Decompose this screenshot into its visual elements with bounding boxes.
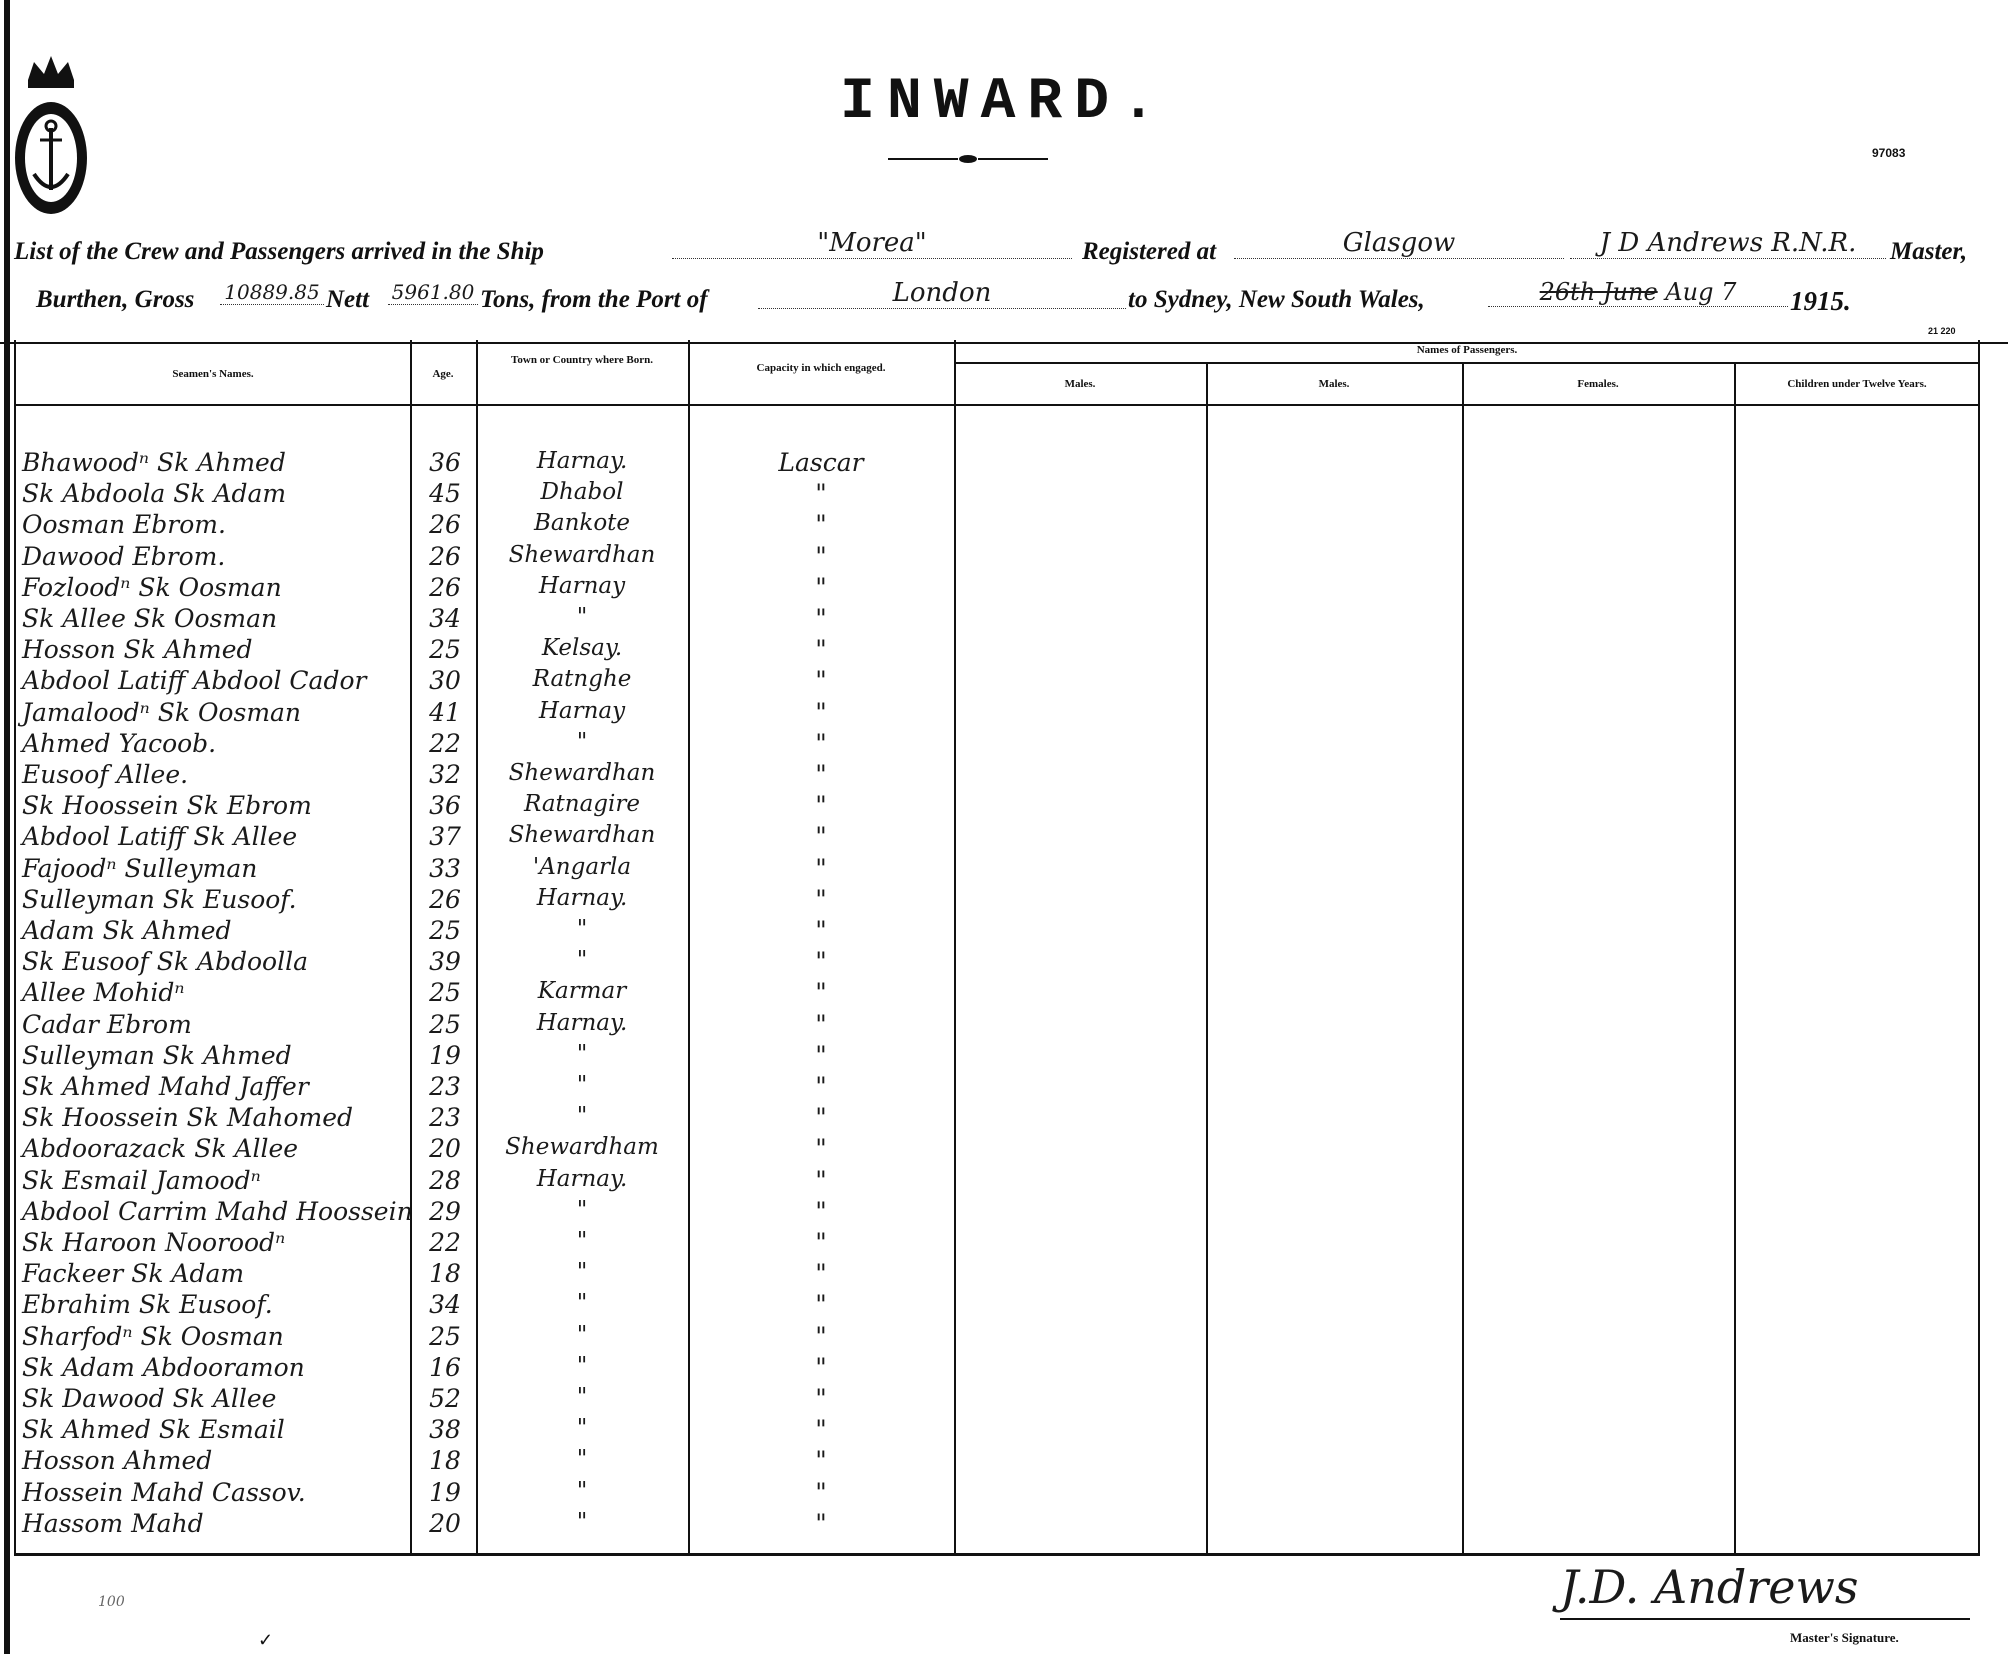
seaman-name: Bhawoodⁿ Sk Ahmed <box>22 448 286 477</box>
seaman-name: Abdool Latiff Abdool Cador <box>22 666 367 696</box>
seaman-capacity: " <box>815 666 827 696</box>
seaman-town: Ratnghe <box>532 666 632 693</box>
small-mark: 21 220 <box>1928 326 1956 336</box>
seaman-town: Shewardhan <box>508 822 656 849</box>
seaman-capacity: " <box>815 1290 827 1320</box>
seaman-age: 34 <box>429 604 461 633</box>
master-signature: J.D. Andrews <box>1560 1560 1859 1614</box>
seaman-age: 23 <box>429 1103 461 1133</box>
seaman-age: 22 <box>429 728 461 758</box>
seaman-capacity: " <box>815 1040 827 1070</box>
seaman-capacity: " <box>815 1352 827 1382</box>
signature-label: Master's Signature. <box>1790 1630 1899 1645</box>
crew-list-label: List of the Crew and Passengers arrived in the Ship <box>14 238 544 265</box>
col-children: Children under Twelve Years. <box>1787 378 1927 390</box>
seaman-town: Shewardhan <box>508 541 656 568</box>
seaman-name: Allee Mohidⁿ <box>22 978 185 1008</box>
seaman-town: Dhabol <box>540 479 624 506</box>
seaman-town: " <box>576 1040 588 1067</box>
seaman-capacity: " <box>815 728 827 758</box>
seaman-age: 22 <box>429 1228 461 1257</box>
seaman-age: 19 <box>429 1477 461 1507</box>
seaman-capacity: " <box>815 1134 827 1164</box>
col-capacity: Capacity in which engaged. <box>756 362 886 374</box>
seaman-name: Sk Hoossein Sk Ebrom <box>22 791 312 821</box>
seaman-name: Abdool Carrim Mahd Hoossein <box>22 1196 413 1226</box>
seaman-capacity: " <box>815 1196 827 1226</box>
seaman-age: 20 <box>429 1134 461 1164</box>
seaman-age: 26 <box>429 572 461 602</box>
seaman-capacity: " <box>815 1009 827 1039</box>
struck-date: 26th June <box>1539 278 1658 306</box>
crew-table <box>14 340 1980 1556</box>
seaman-age: 45 <box>429 479 461 509</box>
col-females: Females. <box>1577 378 1619 390</box>
seaman-name: Sulleyman Sk Ahmed <box>22 1040 292 1070</box>
seaman-capacity: " <box>815 1103 827 1133</box>
seaman-town: " <box>576 1415 588 1442</box>
seaman-name: Abdool Latiff Sk Allee <box>22 822 298 852</box>
seaman-age: 25 <box>429 916 461 945</box>
title-ornament <box>888 152 1048 166</box>
seaman-name: Hassom Mahd <box>22 1508 204 1538</box>
seaman-town: " <box>576 1477 588 1504</box>
seaman-name: Sk Ahmed Sk Esmail <box>22 1415 285 1445</box>
seaman-town: " <box>576 604 588 630</box>
seaman-town: Shewardhan <box>508 760 656 786</box>
seaman-town: " <box>576 947 588 974</box>
seaman-name: Fajoodⁿ Sulleyman <box>22 853 258 883</box>
header-line-1 <box>14 238 544 266</box>
arrival-date-field <box>1488 278 1788 307</box>
seaman-capacity: " <box>815 1508 827 1538</box>
seaman-age: 41 <box>429 697 461 727</box>
col-passengers-group: Names of Passengers. <box>1416 344 1518 356</box>
seaman-town: Kelsay. <box>541 635 623 662</box>
master-label: Master, <box>1890 238 1968 265</box>
seaman-town: " <box>576 1290 588 1317</box>
seaman-town: " <box>576 1103 588 1130</box>
seaman-age: 29 <box>429 1196 461 1226</box>
seaman-town: " <box>576 728 588 755</box>
seaman-age: 25 <box>429 1009 461 1039</box>
margin-note: 100 <box>98 1594 125 1610</box>
seaman-name: Hosson Ahmed <box>22 1446 213 1476</box>
seaman-name: Hossein Mahd Cassov. <box>22 1477 306 1507</box>
year: 1915. <box>1790 286 1851 316</box>
seaman-capacity: " <box>815 1415 827 1445</box>
seaman-town: " <box>576 1352 588 1379</box>
seaman-name: Eusoof Allee. <box>22 760 189 789</box>
registered-label: Registered at <box>1082 238 1217 265</box>
seaman-capacity: " <box>815 510 827 540</box>
seaman-capacity: " <box>815 1228 827 1257</box>
seaman-town: Harnay. <box>536 1009 628 1036</box>
seaman-town: " <box>576 1072 588 1098</box>
seaman-name: Jamaloodⁿ Sk Oosman <box>22 697 302 727</box>
seaman-town: " <box>576 1384 588 1410</box>
seaman-age: 20 <box>429 1508 461 1538</box>
seaman-capacity: " <box>815 697 827 727</box>
ship-name-field: "Morea" <box>672 228 1072 259</box>
seaman-town: Harnay <box>538 572 626 599</box>
seaman-capacity: " <box>815 1384 827 1413</box>
seaman-name: Sharfodⁿ Sk Oosman <box>22 1321 284 1351</box>
seaman-town: " <box>576 1196 588 1223</box>
seaman-capacity: " <box>815 541 827 571</box>
seaman-capacity: " <box>815 853 827 883</box>
seaman-name: Fackeer Sk Adam <box>22 1259 245 1289</box>
page-edge <box>4 0 10 1654</box>
seaman-age: 25 <box>429 635 461 665</box>
seaman-name: Sk Dawood Sk Allee <box>22 1384 277 1413</box>
destination-label: to Sydney, New South Wales, <box>1128 286 1425 313</box>
seaman-town: Harnay. <box>536 884 628 911</box>
col-males-2: Males. <box>1318 378 1350 390</box>
seaman-capacity: " <box>815 791 827 821</box>
seaman-town: Bankote <box>533 510 631 537</box>
seaman-town: " <box>576 1508 588 1535</box>
form-number: 97083 <box>1872 146 1906 160</box>
seaman-town: Harnay. <box>536 1165 628 1192</box>
seaman-name: Sk Hoossein Sk Mahomed <box>22 1103 354 1133</box>
seaman-name: Ahmed Yacoob. <box>22 728 217 758</box>
seaman-name: Dawood Ebrom. <box>22 541 226 571</box>
from-port-field: London <box>758 278 1126 309</box>
seaman-name: Sk Adam Abdooramon <box>22 1352 305 1382</box>
seaman-name: Fozloodⁿ Sk Oosman <box>22 572 282 602</box>
signature-line <box>1560 1618 1970 1620</box>
tons-from-port-label: Tons, from the Port of <box>480 286 708 313</box>
seaman-town: Ratnagire <box>523 791 640 818</box>
seaman-name: Abdoorazack Sk Allee <box>22 1134 299 1164</box>
seaman-town: " <box>576 916 588 942</box>
seaman-age: 34 <box>429 1290 461 1320</box>
seaman-capacity: " <box>815 572 827 602</box>
seaman-name: Sk Abdoola Sk Adam <box>22 479 287 509</box>
seaman-capacity: " <box>815 916 827 945</box>
col-age: Age. <box>432 368 454 380</box>
seaman-capacity: " <box>815 1477 827 1507</box>
seaman-name: Sk Ahmed Mahd Jaffer <box>22 1072 309 1101</box>
seaman-name: Sk Eusoof Sk Abdoolla <box>22 947 308 977</box>
seaman-town: " <box>576 1446 588 1473</box>
seaman-name: Oosman Ebrom. <box>22 510 226 540</box>
seaman-age: 36 <box>429 448 461 477</box>
seaman-age: 18 <box>429 1446 461 1476</box>
seaman-capacity: " <box>815 822 827 852</box>
seaman-age: 37 <box>429 822 461 852</box>
seaman-age: 28 <box>429 1165 461 1195</box>
col-town: Town or Country where Born. <box>511 354 653 366</box>
seaman-age: 19 <box>429 1040 461 1070</box>
seaman-name: Sk Esmail Jamoodⁿ <box>22 1165 261 1195</box>
seaman-age: 18 <box>429 1259 461 1289</box>
seaman-name: Hosson Sk Ahmed <box>22 635 253 665</box>
seaman-capacity: " <box>815 978 827 1008</box>
seaman-capacity: " <box>815 479 827 509</box>
seaman-name: Sulleyman Sk Eusoof. <box>22 884 297 914</box>
seaman-age: 52 <box>429 1384 461 1413</box>
seaman-age: 30 <box>429 666 461 696</box>
col-seamen-names: Seamen's Names. <box>172 368 254 380</box>
seaman-capacity: " <box>815 947 827 977</box>
seaman-age: 26 <box>429 884 461 914</box>
seaman-town: " <box>576 1321 588 1348</box>
seaman-capacity: " <box>815 884 827 914</box>
corrected-date: Aug 7 <box>1665 278 1737 306</box>
seaman-age: 25 <box>429 1321 461 1351</box>
nett-tons-field: 5961.80 <box>388 280 478 305</box>
gross-tons-field: 10889.85 <box>220 280 324 305</box>
seaman-capacity: " <box>815 604 827 633</box>
seaman-age: 26 <box>429 541 461 571</box>
seaman-capacity: " <box>815 1165 827 1195</box>
seaman-age: 16 <box>429 1352 461 1382</box>
seaman-capacity: " <box>815 1259 827 1289</box>
col-males-1: Males. <box>1064 378 1096 390</box>
burthen-label: Burthen, Gross <box>36 286 195 313</box>
seaman-name: Adam Sk Ahmed <box>22 916 232 945</box>
seaman-age: 36 <box>429 791 461 821</box>
seaman-age: 32 <box>429 760 461 789</box>
seaman-town: Shewardham <box>505 1134 659 1161</box>
seaman-capacity: Lascar <box>778 448 864 477</box>
seaman-age: 33 <box>429 853 461 883</box>
seaman-town: Harnay <box>538 697 626 724</box>
seaman-name: Sk Haroon Nooroodⁿ <box>22 1228 286 1257</box>
seaman-town: Harnay. <box>536 448 628 474</box>
seaman-age: 26 <box>429 510 461 540</box>
seaman-capacity: " <box>815 1072 827 1101</box>
seaman-town: Karmar <box>537 978 627 1005</box>
page-title: INWARD. <box>840 70 1168 135</box>
seaman-capacity: " <box>815 1446 827 1476</box>
seaman-name: Sk Allee Sk Oosman <box>22 604 278 633</box>
seaman-town: 'Angarla <box>532 853 632 880</box>
seaman-town: " <box>576 1259 588 1286</box>
seaman-town: " <box>576 1228 588 1254</box>
seaman-age: 25 <box>429 978 461 1008</box>
seaman-age: 39 <box>429 947 461 977</box>
seaman-age: 38 <box>429 1415 461 1445</box>
seaman-capacity: " <box>815 635 827 665</box>
tick-mark: ✓ <box>258 1630 274 1650</box>
seaman-name: Cadar Ebrom <box>22 1009 192 1039</box>
nett-label: Nett <box>326 286 370 313</box>
master-name-field: J D Andrews R.N.R. <box>1570 228 1886 259</box>
seaman-capacity: " <box>815 760 827 789</box>
seaman-name: Ebrahim Sk Eusoof. <box>22 1290 273 1320</box>
seaman-age: 23 <box>429 1072 461 1101</box>
seaman-capacity: " <box>815 1321 827 1351</box>
registered-port-field: Glasgow <box>1234 228 1564 259</box>
